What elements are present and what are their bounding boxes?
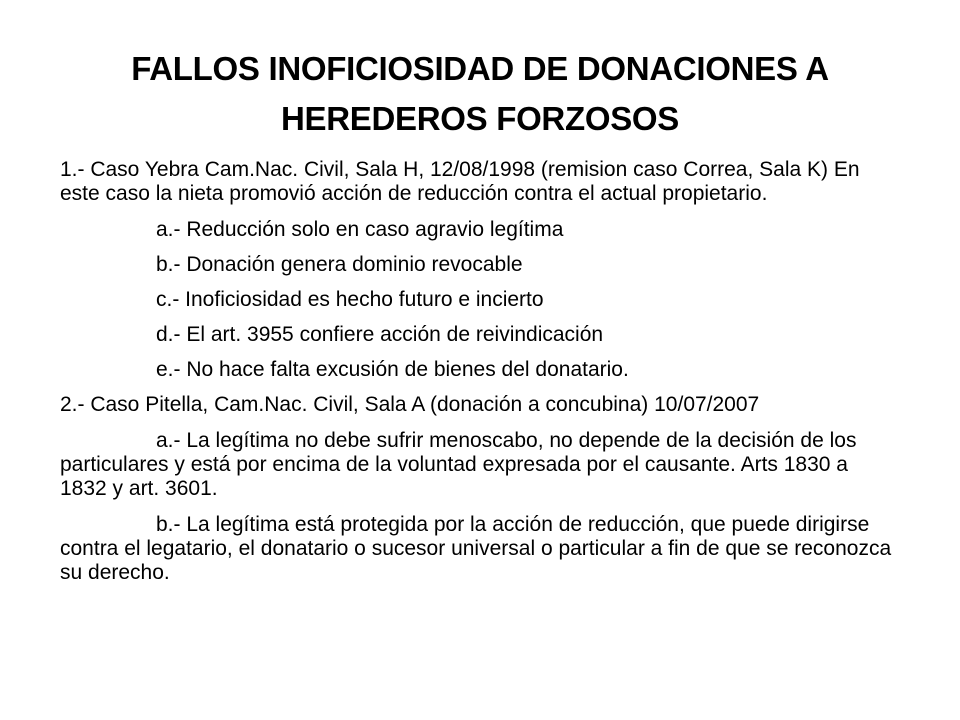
case-1-point-e: e.- No hace falta excusión de bienes del donatario. bbox=[156, 358, 629, 381]
case-2-heading: 2.- Caso Pitella, Cam.Nac. Civil, Sala A (donación a concubina) 10/07/2007 bbox=[60, 393, 760, 416]
slide-body bbox=[60, 158, 900, 593]
case-2-point-b: b.- La legítima está protegida por la acción de reducción, que puede dirigirse contra el legatario, el donatario o sucesor universal o particular a fin de que se reconozca su derecho. bbox=[60, 513, 892, 584]
case-1-point-d: d.- El art. 3955 confiere acción de reivindicación bbox=[156, 323, 604, 346]
case-2-point-a: a.- La legítima no debe sufrir menoscabo, no depende de la decisión de los particulares y está por encima de la voluntad expresada por el causante. Arts 1830 a 1832 y art. 3601. bbox=[60, 429, 857, 500]
slide-title: FALLOS INOFICIOSIDAD DE DONACIONES A HEREDEROS FORZOSOS bbox=[131, 50, 829, 137]
case-1-point-b: b.- Donación genera dominio revocable bbox=[156, 253, 523, 276]
case-1-heading: 1.- Caso Yebra Cam.Nac. Civil, Sala H, 12/08/1998 (remision caso Correa, Sala K) En este caso la nieta promovió acción de reducción contra el actual propietario. bbox=[60, 158, 860, 205]
case-1-point-c: c.- Inoficiosidad es hecho futuro e incierto bbox=[156, 288, 544, 311]
case-1-point-a: a.- Reducción solo en caso agravio legítima bbox=[156, 218, 564, 241]
